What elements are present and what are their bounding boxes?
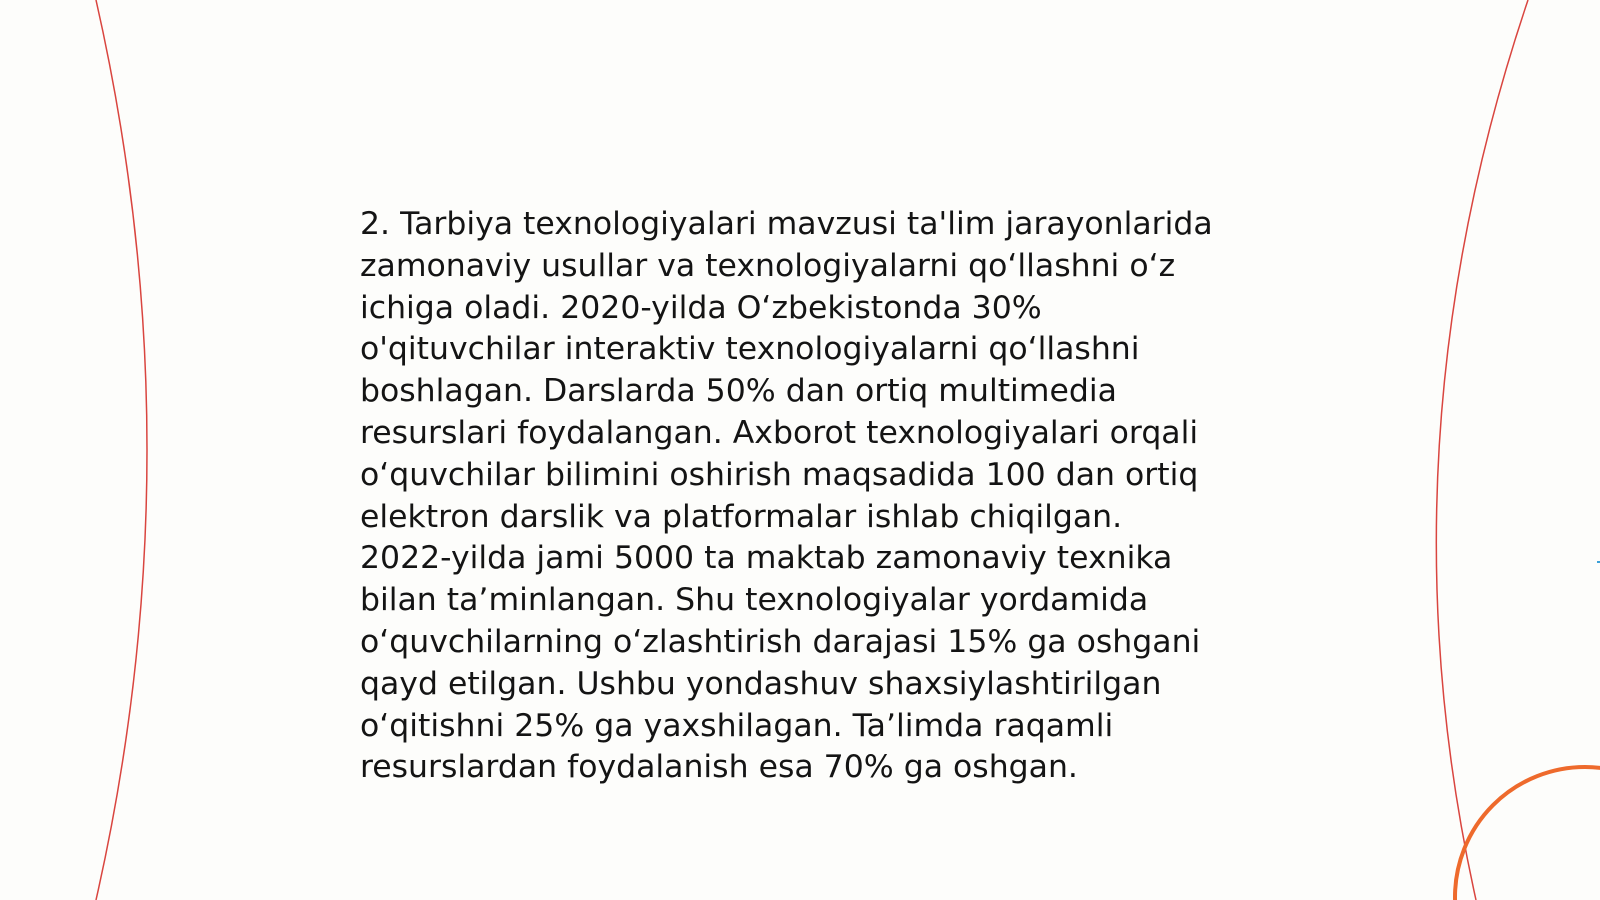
slide-body-text: 2. Tarbiya texnologiyalari mavzusi ta'lim jarayonlarida zamonaviy usullar va texnologiyalarni qo‘llashni o‘z ichiga oladi. 2020-yilda O‘zbekistonda 30% o'qituvchilar interaktiv texnologiyalarni qo‘llashni boshlagan. Darslarda 50% dan ortiq multimedia resurslari foydalangan. Axborot texnologiyalari orqali o‘quvchilar bilimini oshirish maqsadida 100 dan ortiq elektron darslik va platformalar ishlab chiqilgan. 2022-yilda jami 5000 ta maktab zamonaviy texnika bilan ta’minlangan. Shu texnologiyalar yordamida o‘quvchilarning o‘zlashtirish darajasi 15% ga oshgani qayd etilgan. Ushbu yondashuv shaxsiylashtirilgan o‘qitishni 25% ga yaxshilagan. Ta’limda raqamli resurslardan foydalanish esa 70% ga oshgan. <box>360 206 1213 786</box>
orange-circle-accent <box>1455 767 1600 900</box>
right-curve-line <box>1436 0 1528 900</box>
left-curve-line <box>96 0 147 900</box>
